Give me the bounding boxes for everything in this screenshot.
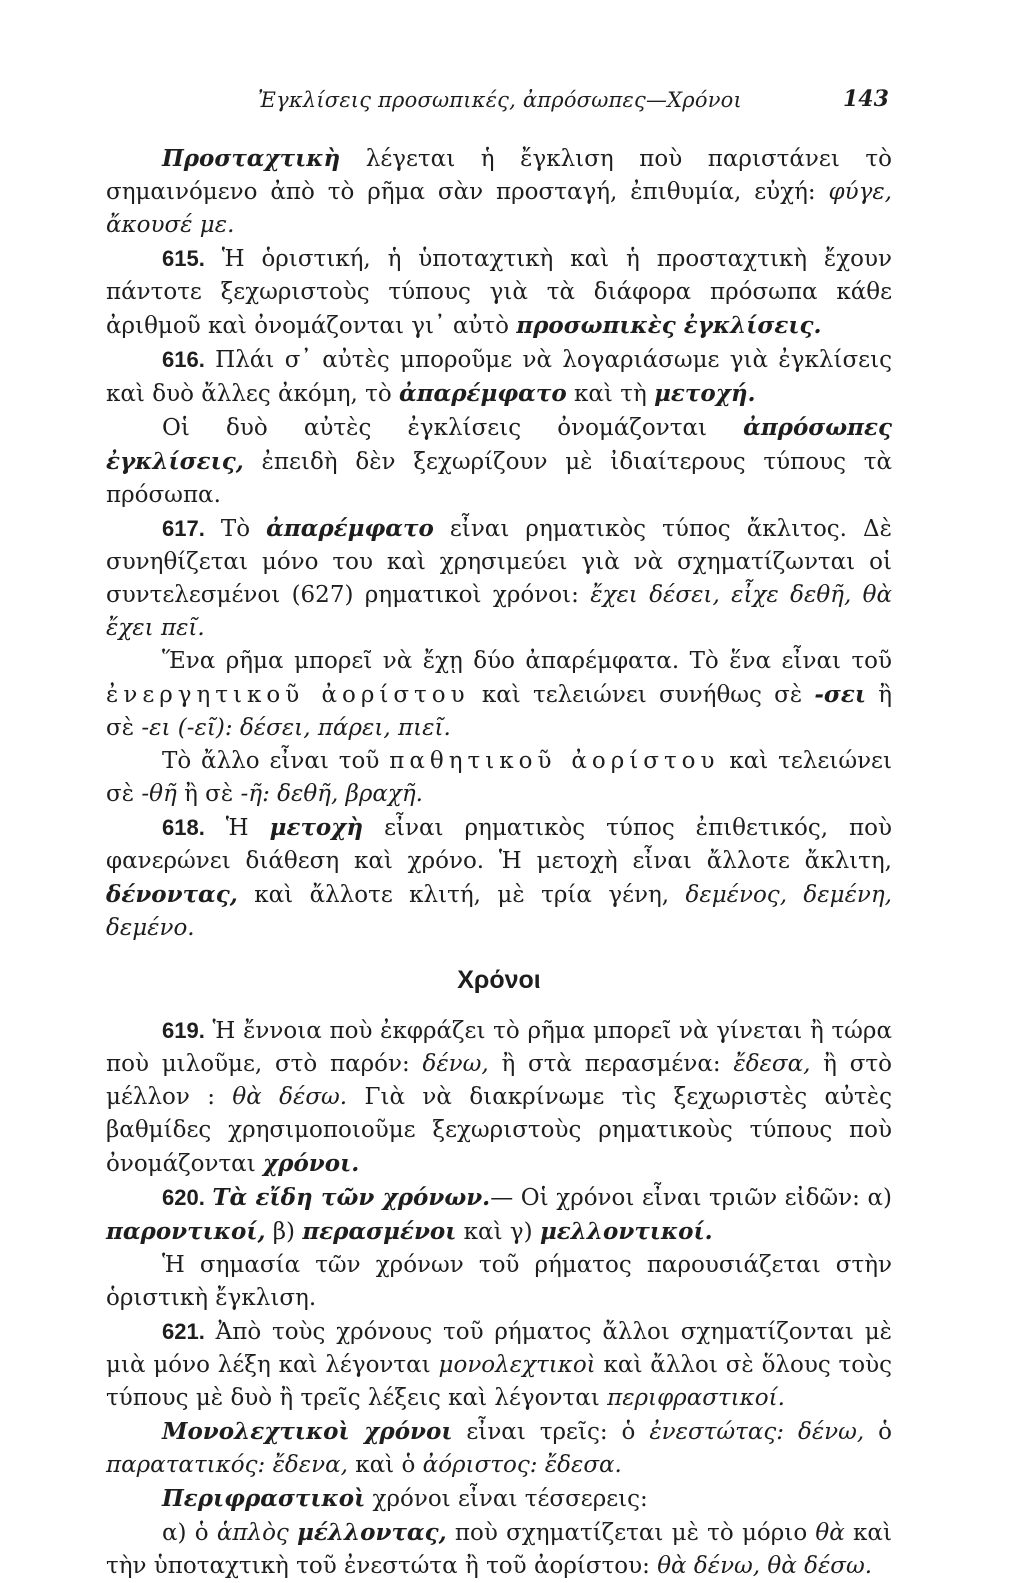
paragraph-616: 616. Πλάι σ᾽ αὐτὲς μποροῦμε νὰ λογαριάσωμε γιὰ ἐγκλίσεις καὶ δυὸ ἄλλες ἀκόμη, τὸ ἀπαρέμφατο καὶ τὴ μετοχή. xyxy=(106,347,892,407)
paragraph-number: 620. xyxy=(162,1185,205,1210)
paragraph-number: 619. xyxy=(162,1018,205,1043)
paragraph-621: 621. Ἀπὸ τοὺς χρόνους τοῦ ρήματος ἄλλοι σχηματίζονται μὲ μιὰ μόνο λέξη καὶ λέγονται μονολεχτικοὶ καὶ ἄλλοι σὲ ὅλους τοὺς τύπους μὲ δυὸ ἢ τρεῖς λέξεις καὶ λέγονται περιφραστικοί. xyxy=(106,1319,892,1411)
paragraph-number: 617. xyxy=(162,516,205,541)
running-head: Ἐγκλίσεις προσωπικές, ἀπρόσωπες—Χρόνοι xyxy=(258,88,742,112)
paragraph-619: 619. Ἡ ἔννοια ποὺ ἐκφράζει τὸ ρῆμα μπορεῖ νὰ γίνεται ἢ τώρα ποὺ μιλοῦμε, στὸ παρόν: δένω, ἢ στὰ περασμένα: ἔδεσα, ἢ στὸ μέλλον : θὰ δέσω. Γιὰ νὰ διακρίνωμε τὶς ξεχωριστὲς αὐτὲς βαθμίδες χρησιμοποιοῦμε ξεχωριστοὺς ρηματικοὺς τύπους ποὺ ὀνομάζονται χρόνοι. xyxy=(106,1018,892,1177)
paragraph-620: 620. Τὰ εἴδη τῶν χρόνων.— Οἱ χρόνοι εἶναι τριῶν εἰδῶν: α) παροντικοί, β) περασμένοι καὶ γ) μελλοντικοί. xyxy=(106,1184,893,1245)
section-heading: Χρόνοι xyxy=(457,966,541,994)
paragraph-number: 616. xyxy=(162,347,205,372)
paragraph-number: 618. xyxy=(162,815,205,840)
paragraph-imperative: Προσταχτικὴ λέγεται ἡ ἔγκλιση ποὺ παριστάνει τὸ σημαινόμενο ἀπὸ τὸ ρῆμα σὰν προσταγή, ἐπιθυμία, εὐχή: φύγε, ἄκουσέ με. xyxy=(106,145,892,238)
paragraph-number: 621. xyxy=(162,1319,205,1344)
paragraph-615: 615. Ἡ ὁριστική, ἡ ὑποταχτικὴ καὶ ἡ προσταχτικὴ ἔχουν πάντοτε ξεχωριστοὺς τύπους γιὰ τὰ διάφορα πρόσωπα κάθε ἀριθμοῦ καὶ ὀνομάζονται γι᾽ αὐτὸ προσωπικὲς ἐγκλίσεις. xyxy=(106,246,892,339)
paragraph-617: 617. Τὸ ἀπαρέμφατο εἶναι ρηματικὸς τύπος ἄκλιτος. Δὲ συνηθίζεται μόνο του καὶ χρησιμεύει γιὰ νὰ σχηματίζωνται οἱ συντελεσμένοι (627) ρηματικοὶ χρόνοι: ἔχει δέσει, εἶχε δεθῆ, θὰ ἔχει πεῖ. xyxy=(106,515,893,641)
paragraph-617-passive: Τὸ ἄλλο εἶναι τοῦ παθητικοῦ ἀορίστου καὶ τελειώνει σὲ -θῆ ἢ σὲ -ῆ: δεθῆ, βραχῆ. xyxy=(106,748,892,807)
paragraph-number: 615. xyxy=(162,246,205,271)
paragraph-621-periphrastic: Περιφραστικοὶ χρόνοι εἶναι τέσσερεις: xyxy=(162,1485,648,1512)
paragraph-616-continued: Οἱ δυὸ αὐτὲς ἐγκλίσεις ὀνομάζονται ἀπρόσωπες ἐγκλίσεις, ἐπειδὴ δὲν ξεχωρίζουν μὲ ἰδιαίτερους τύπους τὰ πρόσωπα. xyxy=(106,414,892,508)
paragraph-617-continued: Ἕνα ρῆμα μπορεῖ νὰ ἔχῃ δύο ἀπαρέμφατα. Τὸ ἕνα εἶναι τοῦ ἐνεργητικοῦ ἀορίστου καὶ τελειώνει συνήθως σὲ -σει ἢ σὲ -ει (-εῖ): δέσει, πάρει, πιεῖ. xyxy=(106,648,893,741)
body-text xyxy=(106,142,892,1583)
paragraph-621-single-word: Μονολεχτικοὶ χρόνοι εἶναι τρεῖς: ὁ ἐνεστώτας: δένω, ὁ παρατατικός: ἔδενα, καὶ ὁ ἀόριστος: ἔδεσα. xyxy=(106,1418,892,1478)
paragraph-618: 618. Ἡ μετοχὴ εἶναι ρηματικὸς τύπος ἐπιθετικός, ποὺ φανερώνει διάθεση καὶ χρόνο. Ἡ μετοχὴ εἶναι ἄλλοτε ἄκλιτη, δένοντας, καὶ ἄλλοτε κλιτή, μὲ τρία γένη, δεμένος, δεμένη, δεμένο. xyxy=(106,814,892,941)
page-number: 143 xyxy=(843,86,889,112)
paragraph-620-continued: Ἡ σημασία τῶν χρόνων τοῦ ρήματος παρουσιάζεται στὴν ὁριστικὴ ἔγκλιση. xyxy=(106,1252,892,1311)
paragraph-621-future: α) ὁ ἁπλὸς μέλλοντας, ποὺ σχηματίζεται μὲ τὸ μόριο θὰ καὶ τὴν ὑποταχτικὴ τοῦ ἐνεστώτα ἢ τοῦ ἀορίστου: θὰ δένω, θὰ δέσω. xyxy=(106,1519,892,1579)
